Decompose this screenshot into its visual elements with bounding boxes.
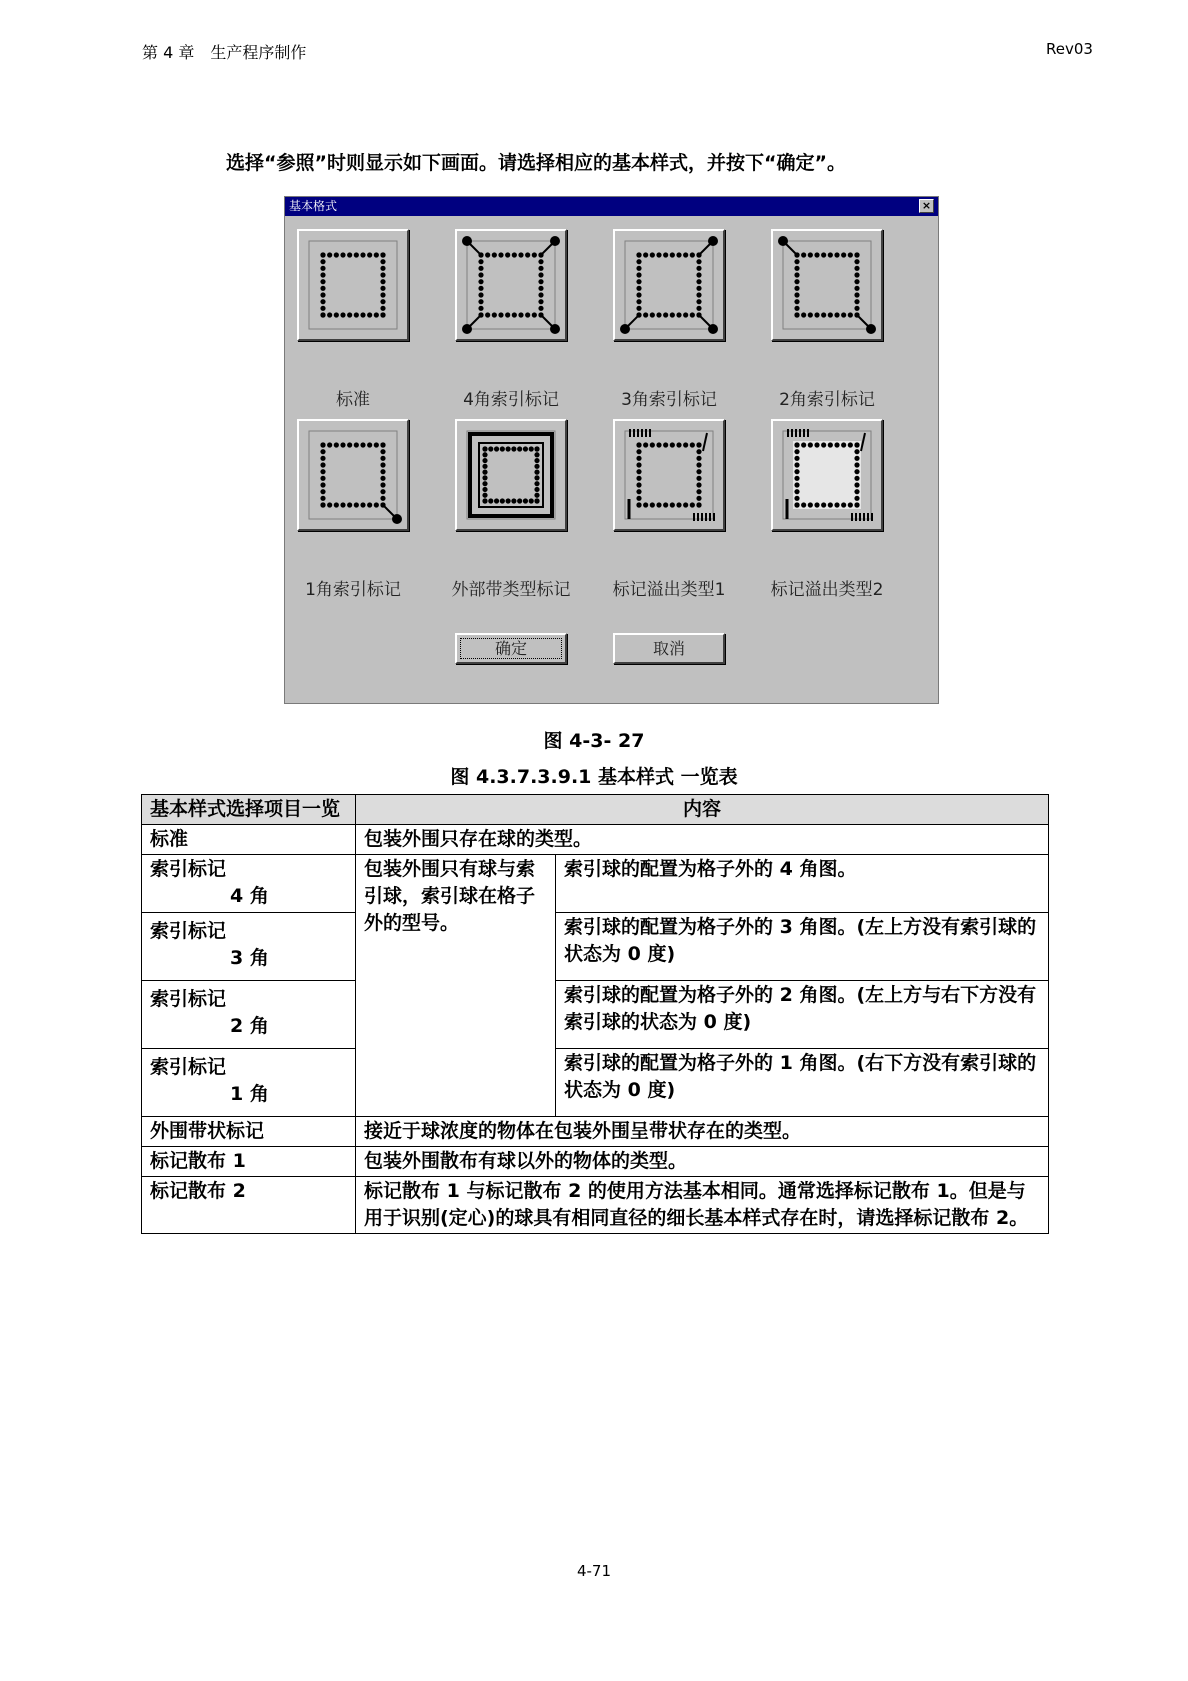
table-row — [142, 913, 1049, 981]
style-label: 标准 — [336, 390, 370, 410]
page-number: 4-71 — [576, 1562, 612, 1580]
mark-overflow-1-icon — [615, 421, 723, 529]
table-cell: 索引球的配置为格子外的 2 角图。(左上方与右下方没有索引球的状态为 0 度) — [556, 981, 1049, 1049]
table-cell: 索引球的配置为格子外的 1 角图。(右下方没有索引球的状态为 0 度) — [556, 1049, 1049, 1117]
table-cell — [142, 855, 356, 913]
intro-text: 选择“参照”时则显示如下画面。请选择相应的基本样式，并按下“确定”。 — [226, 152, 846, 174]
outer-band-icon — [457, 421, 565, 529]
table-cell: 索引球的配置为格子外的 3 角图。(左上方没有索引球的状态为 0 度) — [556, 913, 1049, 981]
one-corner-index-icon — [299, 421, 407, 529]
row-label: 索引标记 — [150, 858, 227, 880]
table-row — [142, 1117, 1049, 1147]
cancel-button[interactable] — [613, 633, 725, 664]
row-sublabel: 1 角 — [230, 1083, 269, 1105]
style-label: 4角索引标记 — [463, 390, 559, 410]
table-cell: 标记散布 2 — [142, 1177, 356, 1234]
table-cell — [142, 1049, 356, 1117]
table-caption: 图 4.3.7.3.9.1 基本样式 一览表 — [450, 766, 738, 788]
table-cell: 包装外围只有球与索引球，索引球在格子外的型号。 — [356, 855, 556, 1117]
two-corner-index-icon — [773, 231, 881, 339]
table-row — [142, 1177, 1049, 1234]
table-cell: 包装外围只存在球的类型。 — [356, 825, 1049, 855]
table-cell — [142, 913, 356, 981]
table-cell: 接近于球浓度的物体在包装外围呈带状存在的类型。 — [356, 1117, 1049, 1147]
table-cell: 包装外围散布有球以外的物体的类型。 — [356, 1147, 1049, 1177]
dialog-title: 基本格式 — [289, 199, 338, 213]
style-button-overflow-1[interactable] — [613, 419, 725, 531]
row-sublabel: 2 角 — [230, 1015, 269, 1037]
style-label: 标记溢出类型2 — [770, 580, 884, 600]
figure-number: 图 4-3- 27 — [543, 730, 645, 752]
basic-format-dialog — [284, 196, 939, 704]
table-cell — [142, 981, 356, 1049]
style-button-2-corner[interactable] — [771, 229, 883, 341]
style-button-outer-band[interactable] — [455, 419, 567, 531]
table-row — [142, 1147, 1049, 1177]
style-label: 外部带类型标记 — [451, 580, 571, 600]
cancel-button-label: 取消 — [652, 639, 685, 658]
close-button[interactable]: × — [919, 199, 934, 213]
mark-overflow-2-icon — [773, 421, 881, 529]
column-header: 基本样式选择项目一览 — [142, 795, 356, 825]
ok-button[interactable] — [455, 633, 567, 664]
column-header: 内容 — [356, 795, 1049, 825]
table-cell: 标记散布 1 与标记散布 2 的使用方法基本相同。通常选择标记散布 1。但是与用于识别(定心)的球具有相同直径的细长基本样式存在时，请选择标记散布 2。 — [356, 1177, 1049, 1234]
revision-label: Rev03 — [1046, 40, 1093, 58]
table-cell: 标记散布 1 — [142, 1147, 356, 1177]
style-label: 3角索引标记 — [621, 390, 717, 410]
table-row — [142, 855, 1049, 913]
row-label: 索引标记 — [150, 920, 227, 942]
table-row — [142, 1049, 1049, 1117]
table-header-row — [142, 795, 1049, 825]
ok-button-label: 确定 — [494, 639, 527, 658]
basic-style-table — [141, 794, 1049, 1234]
table-cell: 索引球的配置为格子外的 4 角图。 — [556, 855, 1049, 913]
style-label: 1角索引标记 — [305, 580, 401, 600]
chapter-header: 第 4 章 生产程序制作 — [142, 43, 307, 62]
row-sublabel: 4 角 — [230, 885, 269, 907]
table-cell: 外围带状标记 — [142, 1117, 356, 1147]
style-button-standard[interactable] — [297, 229, 409, 341]
style-label: 2角索引标记 — [779, 390, 875, 410]
row-sublabel: 3 角 — [230, 947, 269, 969]
standard-pattern-icon — [299, 231, 407, 339]
table-row — [142, 981, 1049, 1049]
style-label: 标记溢出类型1 — [612, 580, 726, 600]
style-button-1-corner[interactable] — [297, 419, 409, 531]
row-label: 索引标记 — [150, 988, 227, 1010]
row-label: 索引标记 — [150, 1056, 227, 1078]
style-button-4-corner[interactable] — [455, 229, 567, 341]
dialog-titlebar — [285, 197, 938, 216]
focus-rectangle — [460, 638, 562, 659]
style-button-3-corner[interactable] — [613, 229, 725, 341]
four-corner-index-icon — [457, 231, 565, 339]
table-row — [142, 825, 1049, 855]
table-cell: 标准 — [142, 825, 356, 855]
three-corner-index-icon — [615, 231, 723, 339]
style-button-overflow-2[interactable] — [771, 419, 883, 531]
